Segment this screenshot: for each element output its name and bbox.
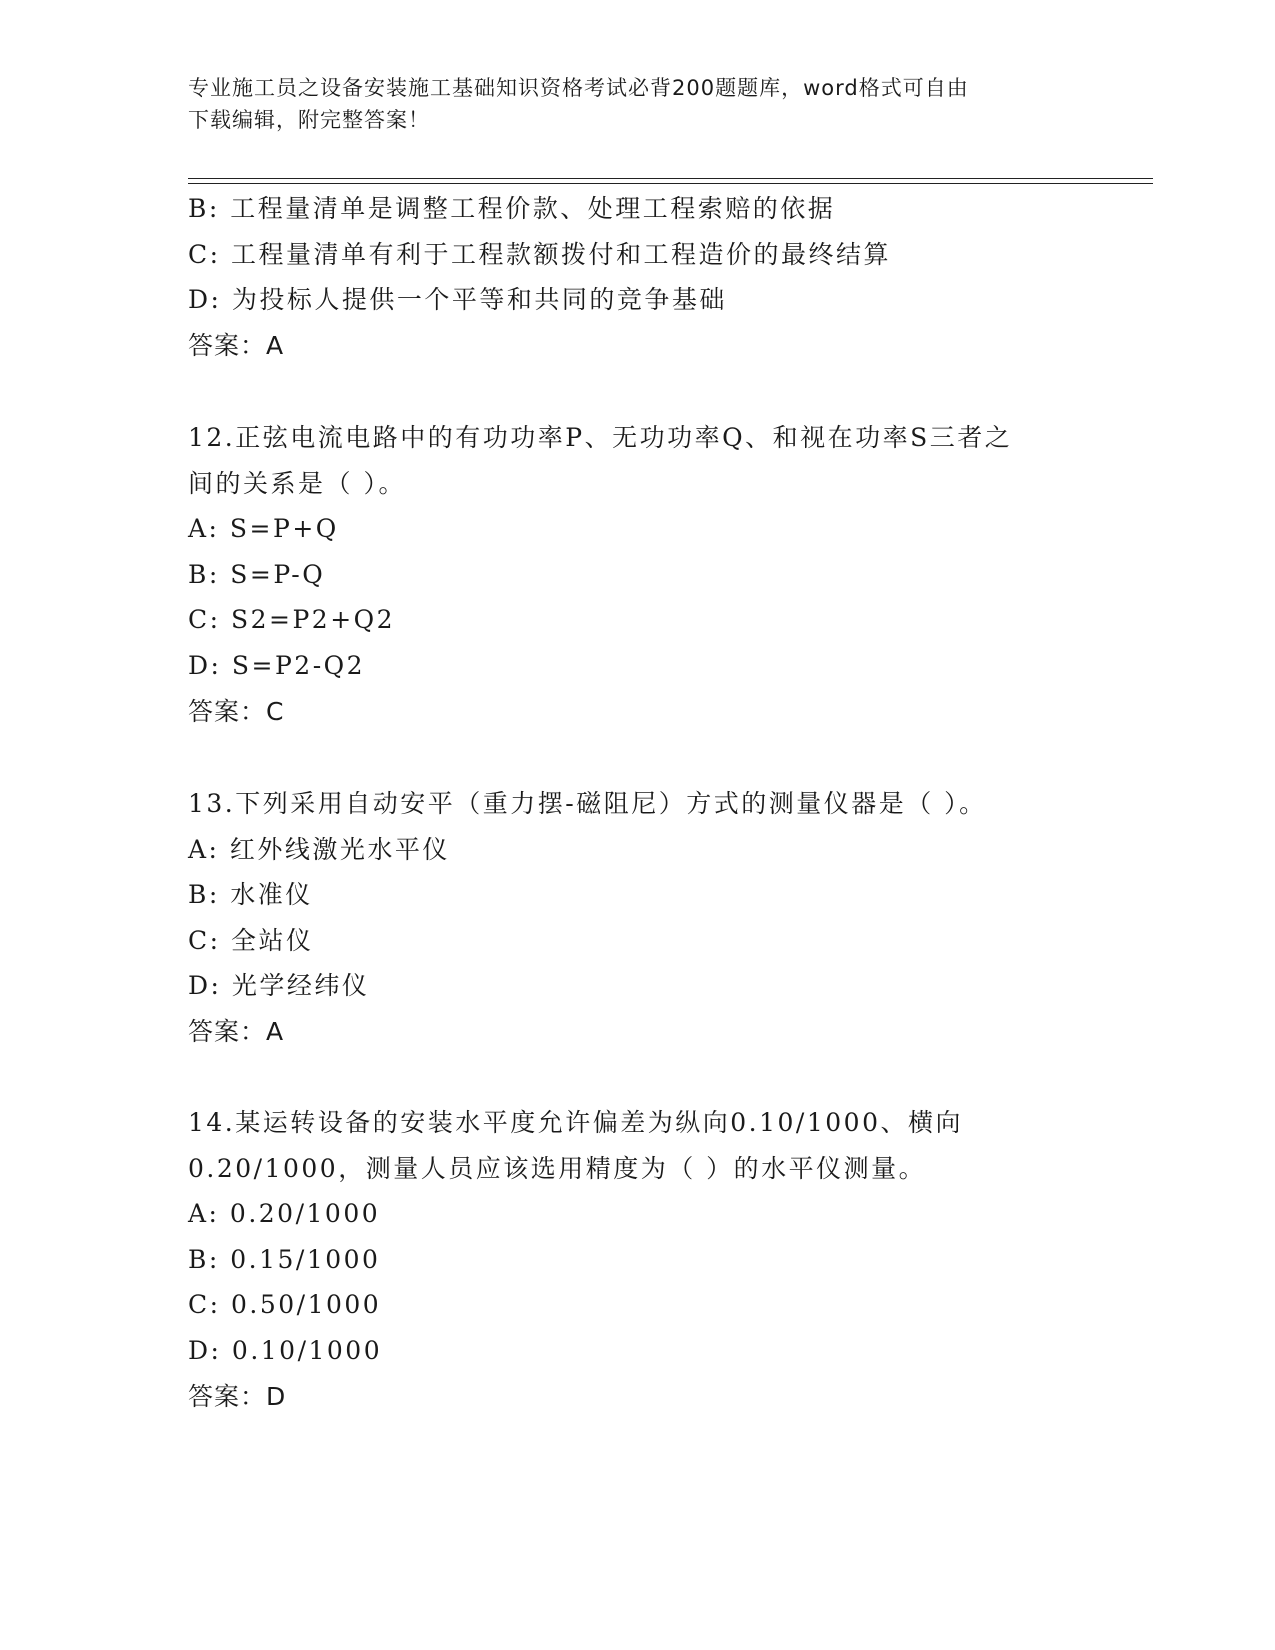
- option-c: C: 0.50/1000: [188, 1290, 382, 1320]
- option-c: C: S2=P2+Q2: [188, 605, 396, 635]
- answer: 答案：D: [188, 1381, 287, 1411]
- header-divider-bottom: [188, 183, 1153, 184]
- question-12: [188, 415, 1088, 734]
- option-b: B: 水准仪: [188, 880, 313, 910]
- option-d: D: 0.10/1000: [188, 1335, 383, 1365]
- option-d: D: 光学经纬仪: [188, 971, 370, 1001]
- option-a: A: 0.20/1000: [188, 1199, 381, 1229]
- question-text-line-1: 14.某运转设备的安装水平度允许偏差为纵向0.10/1000、横向: [188, 1108, 963, 1137]
- question-text-line-2: 0.20/1000，测量人员应该选用精度为（ ）的水平仪测量。: [188, 1153, 927, 1183]
- option-a: A: S=P+Q: [188, 514, 339, 544]
- option-c: C: 工程量清单有利于工程款额拨付和工程造价的最终结算: [188, 239, 892, 269]
- answer: 答案：C: [188, 696, 285, 726]
- header-divider-top: [188, 178, 1153, 179]
- question-11-tail: [188, 186, 1088, 368]
- document-header: [188, 72, 1088, 136]
- option-a: A: 红外线激光水平仪: [188, 834, 450, 864]
- question-13: [188, 781, 1088, 1055]
- answer: 答案：A: [188, 330, 285, 360]
- option-c: C: 全站仪: [188, 925, 314, 955]
- header-title-line-2: 下载编辑，附完整答案！: [188, 108, 430, 132]
- question-text-line-2: 间的关系是（ ）。: [188, 468, 406, 498]
- answer: 答案：A: [188, 1016, 285, 1046]
- question-text-line-1: 12.正弦电流电路中的有功功率P、无功功率Q、和视在功率S三者之: [188, 423, 1013, 452]
- option-b: B: 0.15/1000: [188, 1244, 381, 1274]
- question-text-line-1: 13.下列采用自动安平（重力摆-磁阻尼）方式的测量仪器是（ ）。: [188, 789, 987, 818]
- option-d: D: 为投标人提供一个平等和共同的竞争基础: [188, 285, 727, 315]
- option-b: B: S=P-Q: [188, 559, 326, 589]
- header-title-line-1: 专业施工员之设备安装施工基础知识资格考试必背200题题库，word格式可自由: [188, 76, 969, 100]
- option-d: D: S=P2-Q2: [188, 650, 366, 680]
- question-14: [188, 1100, 1088, 1419]
- option-b: B: 工程量清单是调整工程价款、处理工程索赔的依据: [188, 194, 836, 223]
